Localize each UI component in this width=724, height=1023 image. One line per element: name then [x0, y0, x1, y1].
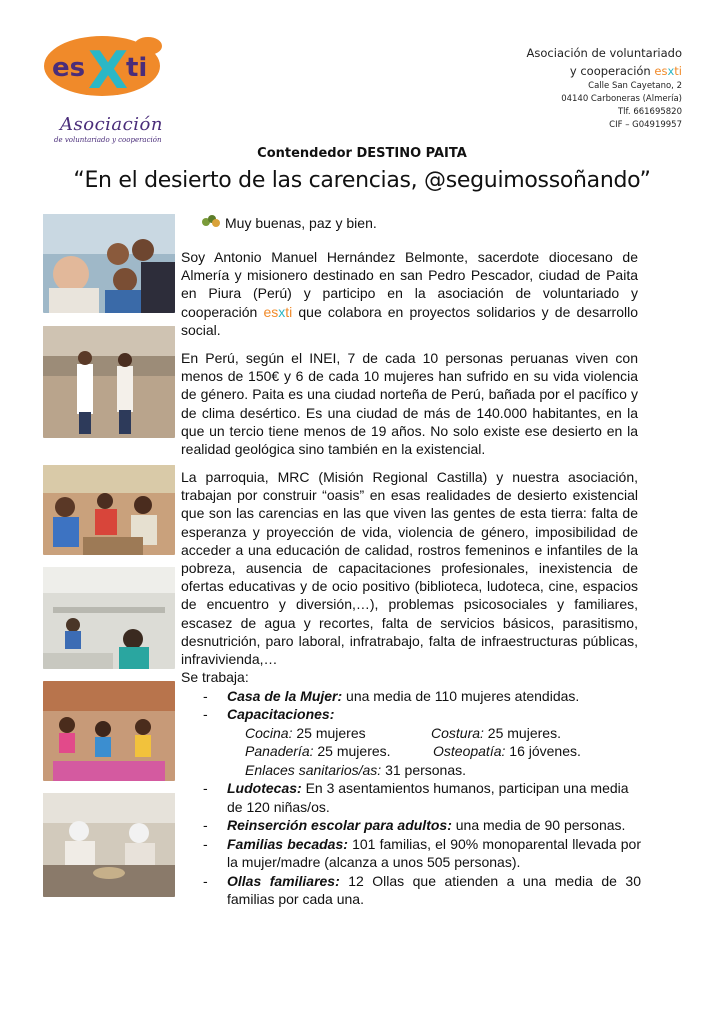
photo-ludoteca	[43, 681, 175, 781]
cif: CIF – G04919957	[609, 120, 682, 130]
phone: Tlf. 661695820	[617, 107, 682, 117]
photo-desert-walk	[43, 326, 175, 438]
logo-x: X	[88, 41, 129, 101]
sub-item-row: Enlaces sanitarios/as: 31 personas.	[245, 761, 467, 778]
list-item: - Reinserción escolar para adultos: una media de 90 personas.	[203, 817, 626, 833]
photo-children-selfie	[43, 214, 175, 313]
list-item: - Ludotecas: En 3 asentamientos humanos, participan una media de 120 niñas/os.	[203, 780, 629, 815]
org-name-line2: y cooperación esxti	[569, 64, 682, 78]
logo-es: es	[52, 53, 86, 83]
logo-subtitle: de voluntariado y cooperación	[54, 136, 162, 144]
org-name-line1: Asociación de voluntariado	[526, 46, 682, 60]
sub-item-row: Cocina: 25 mujeres Costura: 25 mujeres.	[245, 724, 561, 741]
paragraph-intro: Soy Antonio Manuel Hernández Belmonte, sacerdote diocesano de Almería y misionero destinado en san Pedro Pescador, ciudad de Paita en Piura (Perú) y participo en la asociación de voluntariado y cooperación esxti que colabora en proyectos solidarios y de desarrollo social.	[181, 249, 638, 338]
list-lead: Se trabaja:	[181, 669, 249, 685]
activities-list	[181, 668, 641, 909]
clover-emoji-icon	[202, 214, 220, 231]
list-item: - Capacitaciones:	[203, 706, 335, 722]
logo-ti: ti	[126, 53, 148, 83]
street: Calle San Cayetano, 2	[588, 81, 682, 91]
esxti-logo	[40, 28, 170, 144]
list-item: - Casa de la Mujer: una media de 110 mujeres atendidas.	[203, 687, 580, 704]
photo-workshop-hall	[43, 567, 175, 669]
greeting	[202, 214, 377, 231]
address-block	[527, 44, 682, 132]
contender-heading: Contendedor DESTINO PAITA	[257, 146, 467, 161]
logo-graphic	[40, 28, 170, 123]
paragraph-context: En Perú, según el INEI, 7 de cada 10 personas peruanas viven con menos de 150€ y 6 de cada 10 mujeres han sufrido en su vida violencia de género. Paita es una ciudad norteña de Perú, bañada por el pacífico y de clima desértico. Es una ciudad de más de 140.000 habitantes, en la que un tercio tiene menos de 19 años. No solo existe ese desierto en la realidad geológica sino también en la existencial.	[181, 350, 638, 458]
photo-cooking-class	[43, 793, 175, 897]
page-title: “En el desierto de las carencias, @seguimossoñando”	[73, 168, 651, 193]
paragraph-mission: La parroquia, MRC (Misión Regional Castilla) y nuestra asociación, trabajan por construir “oasis” en esas realidades de desierto existencial que son las carencias en las que viven las gentes de esta tierra: falta de esperanza y proyección de vida, violencia de género, imposibilidad de acceder a una educación de calidad, rostros femeninos e infantiles de la pobreza, ausencia de capacitaciones profesionales, inexistencia de ofertas educativas y de ocio positivo (biblioteca, ludoteca, cine, espacios de encuentro y diversión,…), problemas psicosociales y familiares, escasez de agua y recortes, falta de servicios básicos, parasitismo, desnutrición, paro laboral, infratrabajo, falta de infraestructuras públicas, infravivienda,…	[181, 469, 638, 668]
list-item: - Familias becadas: 101 familias, el 90% monoparental llevada por la mujer/madre (alcanza a unos 505 personas).	[203, 835, 641, 870]
greeting-text: Muy buenas, paz y bien.	[225, 214, 377, 231]
list-item: - Ollas familiares: 12 Ollas que atienden a una media de 30 familias por cada una.	[203, 872, 641, 907]
sub-item-row: Panadería: 25 mujeres. Osteopatía: 16 jóvenes.	[245, 743, 581, 759]
city: 04140 Carboneras (Almería)	[561, 94, 682, 104]
photo-kids-classroom	[43, 465, 175, 555]
logo-word: Asociación	[60, 114, 163, 135]
